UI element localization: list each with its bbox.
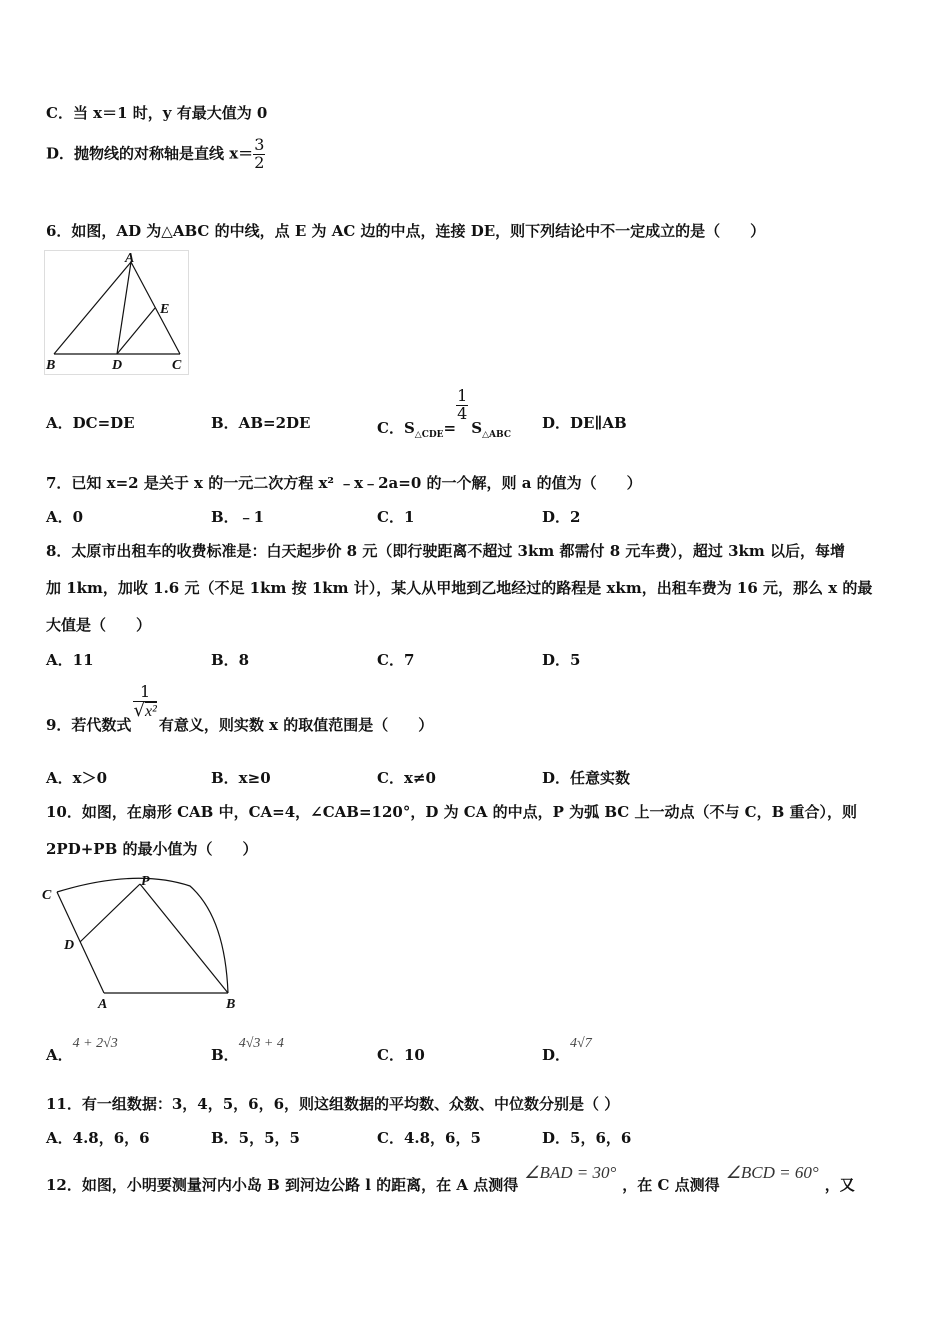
q6-fraction	[456, 388, 468, 423]
q10-stem-line2: 2PD+PB 的最小值为（ ）	[46, 840, 258, 858]
q12-stem-part3: ，又	[824, 1176, 855, 1194]
q5-option-c: C．当 x＝1 时，y 有最大值为 0	[46, 104, 268, 122]
q12-stem-part1: 12．如图，小明要测量河内小岛 B 到河边公路 l 的距离，在 A 点测得	[46, 1176, 519, 1194]
q9-option-d: D．任意实数	[542, 769, 631, 787]
q8-option-b: B．8	[211, 651, 250, 669]
q9-stem-prefix: 9．若代数式	[46, 716, 132, 735]
q6-stem: 6．如图，AD 为△ABC 的中线，点 E 为 AC 边的中点，连接 DE，则下列结论中不一定成立的是（ ）	[46, 222, 766, 240]
option-label: D．	[542, 1046, 571, 1064]
fraction-denominator	[133, 699, 157, 721]
q5-option-d-text: D．抛物线的对称轴是直线 x＝	[46, 144, 254, 163]
q9-stem-suffix: 有意义，则实数 x 的取值范围是（ ）	[158, 716, 434, 735]
q10-option-c: C．10	[377, 1046, 425, 1064]
q6-option-c	[377, 386, 511, 441]
radicand: x²	[144, 702, 157, 720]
q11-option-a: A．4.8，6，6	[46, 1129, 150, 1147]
label-b: B	[46, 358, 56, 373]
q11-option-d: D．5，6，6	[542, 1129, 632, 1147]
fraction-numerator: 1	[133, 684, 156, 702]
arc-cb	[57, 878, 228, 993]
segment-pd	[80, 884, 140, 942]
fraction-denominator: 4	[457, 403, 468, 423]
q9-fraction	[133, 684, 156, 721]
q10-stem-line1: 10．如图，在扇形 CAB 中，CA=4，∠CAB=120°，D 为 CA 的中点，P 为弧 BC 上一动点（不与 C，B 重合），则	[46, 803, 858, 821]
q11-option-c: C．4.8，6，5	[377, 1129, 481, 1147]
label-a: A	[125, 251, 135, 266]
q6-option-d: D．DE∥AB	[542, 414, 627, 432]
subscript-abc: △ABC	[482, 430, 511, 441]
radical-sign: √	[133, 699, 145, 721]
q12-stem-part2: ，在 C 点测得	[622, 1176, 720, 1194]
q8-option-a: A．11	[46, 651, 94, 669]
q7-option-c: C．1	[377, 508, 415, 526]
q8-stem-line2: 加 1km，加收 1.6 元（不足 1km 按 1km 计），某人从甲地到乙地经过的路程是 xkm，出租车费为 16 元，那么 x 的最	[46, 579, 873, 597]
equals-sign: =	[443, 419, 457, 438]
q8-stem-line1: 8．太原市出租车的收费标准是：白天起步价 8 元（即行驶距离不超过 3km 都需付 8 元车费），超过 3km 以后，每增	[46, 542, 845, 560]
q6-option-a: A．DC=DE	[46, 414, 135, 432]
option-expression: 4 + 2√3	[72, 1036, 118, 1051]
q11-stem: 11．有一组数据：3，4，5，6，6，则这组数据的平均数、众数、中位数分别是（ ）	[46, 1095, 620, 1113]
side-ac	[131, 262, 180, 354]
q8-option-c: C．7	[377, 651, 415, 669]
q10-option-a	[46, 1036, 118, 1065]
q11-option-b: B．5，5，5	[211, 1129, 300, 1147]
fraction-denominator: 2	[254, 152, 265, 172]
label-a: A	[98, 997, 108, 1012]
q6-triangle-figure	[44, 250, 189, 375]
q8-option-d: D．5	[542, 651, 581, 669]
label-p: P	[141, 874, 150, 889]
q9-option-c: C．x≠0	[377, 769, 436, 787]
q12-stem	[46, 1163, 855, 1195]
q5-fraction	[253, 137, 265, 172]
q10-option-d	[542, 1036, 592, 1065]
q9-stem	[46, 682, 434, 735]
label-e: E	[160, 302, 170, 317]
fraction-numerator: 1	[457, 386, 468, 405]
option-expression: 4√7	[570, 1036, 592, 1051]
label-d: D	[112, 358, 123, 373]
angle-bad: ∠BAD = 30°	[524, 1163, 617, 1182]
label-c: C	[172, 358, 182, 373]
label-d: D	[64, 938, 75, 953]
area-symbol: S	[471, 419, 483, 438]
option-expression: 4√3 + 4	[238, 1036, 284, 1051]
q5-option-d	[46, 137, 265, 172]
option-label: A．	[46, 1046, 73, 1064]
q10-option-b	[211, 1036, 284, 1065]
q9-option-a: A．x＞0	[46, 769, 108, 787]
angle-bcd: ∠BCD = 60°	[725, 1163, 819, 1182]
q8-stem-line3: 大值是（ ）	[46, 616, 152, 634]
q6-option-b: B．AB=2DE	[211, 414, 311, 432]
label-c: C	[42, 888, 52, 903]
fraction-numerator: 3	[254, 135, 265, 154]
q7-option-d: D．2	[542, 508, 581, 526]
option-c-label: C．S	[377, 419, 415, 438]
q7-stem: 7．已知 x=2 是关于 x 的一元二次方程 x² ﹣x﹣2a=0 的一个解，则 a 的值为（ ）	[46, 474, 642, 492]
subscript-cde: △CDE	[414, 430, 444, 441]
label-b: B	[226, 997, 236, 1012]
segment-pb	[140, 884, 228, 993]
option-label: B．	[211, 1046, 239, 1064]
q7-option-a: A．0	[46, 508, 84, 526]
q7-option-b: B．﹣1	[211, 508, 265, 526]
q10-sector-figure	[40, 872, 245, 1012]
q9-option-b: B．x≥0	[211, 769, 271, 787]
